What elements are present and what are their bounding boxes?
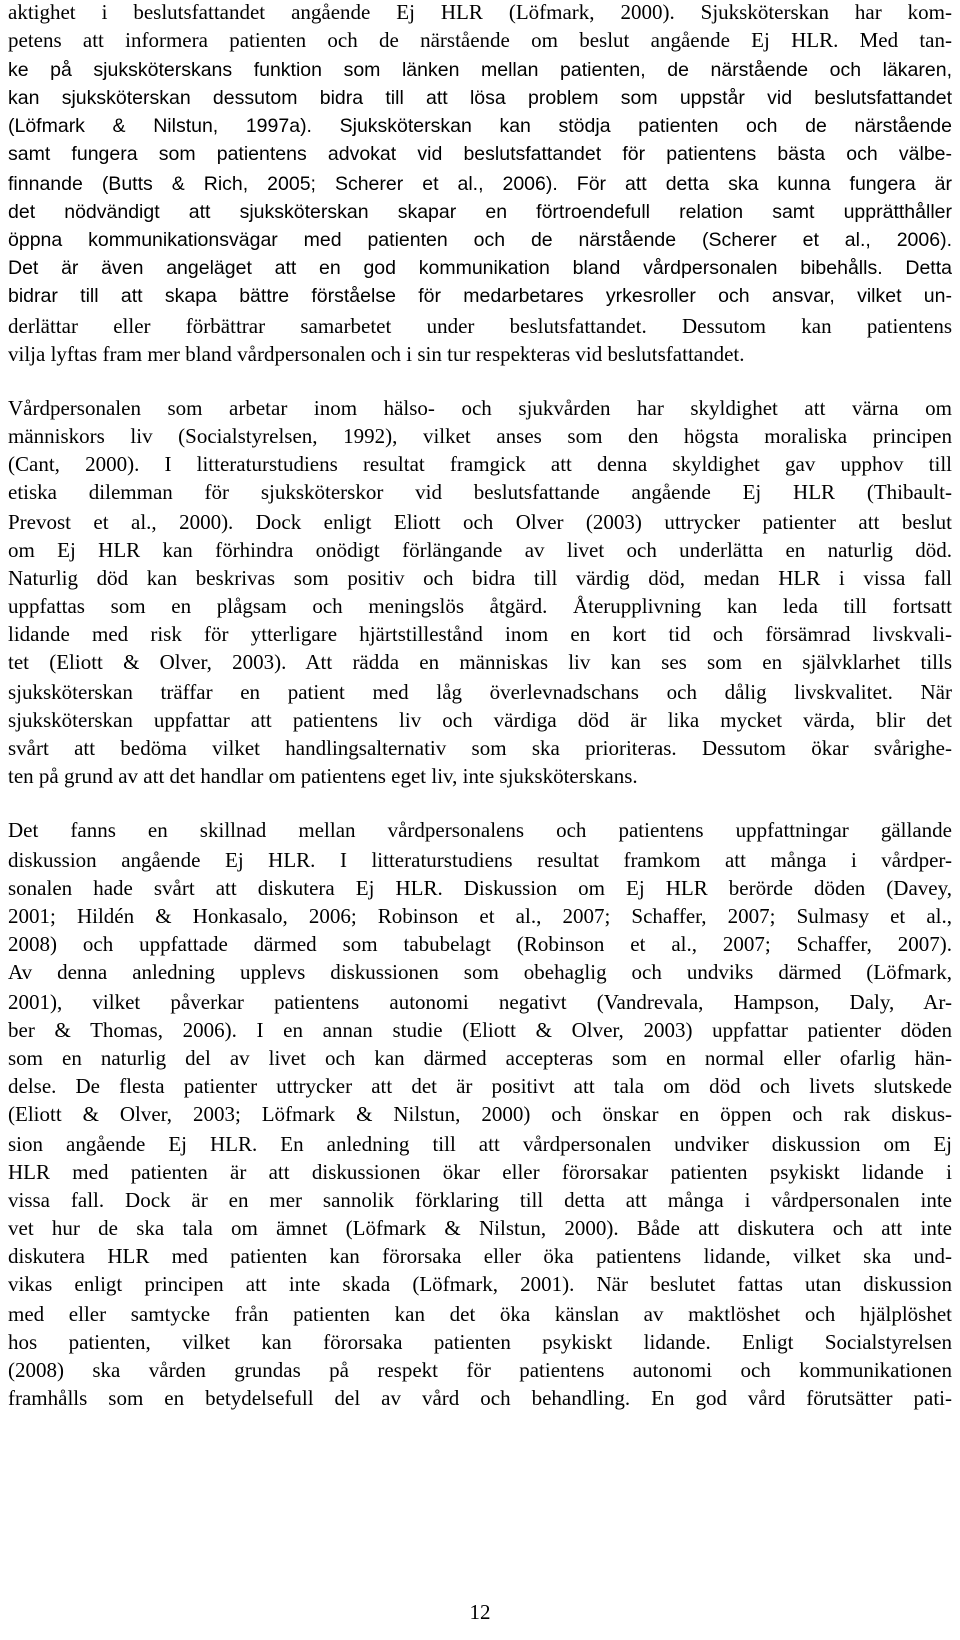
- text-line: framhålls som en betydelsefull del av vård och behandling. En god vård förutsätter pati-: [8, 1386, 952, 1410]
- text-line: sion angående Ej HLR. En anledning till att vårdpersonalen undviker diskussion om Ej: [8, 1132, 952, 1156]
- text-line: vilja lyftas fram mer bland vårdpersonalen och i sin tur respekteras vid beslutsfattandet.: [8, 342, 745, 366]
- text-line: (Cant, 2000). I litteraturstudiens resultat framgick att denna skyldighet gav upphov till: [8, 452, 952, 476]
- text-line: delse. De flesta patienter uttrycker att det är positivt att tala om död och livets slutskede: [8, 1074, 952, 1098]
- text-line: vissa fall. Dock är en mer sannolik förklaring till detta att många i vårdpersonalen inte: [8, 1188, 952, 1212]
- text-line: etiska dilemman för sjuksköterskor vid beslutsfattande angående Ej HLR (Thibault-: [8, 480, 952, 504]
- text-line: vikas enligt principen att inte skada (Löfmark, 2001). När beslutet fattas utan diskussion: [8, 1272, 952, 1296]
- text-line: bidrar till att skapa bättre förståelse för medarbetares yrkesroller och ansvar, vilket un-: [8, 285, 952, 307]
- text-line: uppfattas som en plågsam och meningslös åtgärd. Återupplivning kan leda till fortsatt: [8, 594, 952, 618]
- page-number: 12: [469, 1600, 491, 1624]
- text-line: petens att informera patienten och de närstående om beslut angående Ej HLR. Med tan-: [8, 28, 952, 52]
- text-line: med eller samtycke från patienten kan det öka känslan av maktlöshet och hjälplöshet: [8, 1302, 952, 1326]
- text-line: lidande med risk för ytterligare hjärtstillestånd inom en kort tid och försämrad livskvali-: [8, 622, 952, 646]
- text-line: 2001), vilket påverkar patientens autonomi negativt (Vandrevala, Hampson, Daly, Ar-: [8, 990, 952, 1014]
- text-line: HLR med patienten är att diskussionen ökar eller förorsakar patienten psykiskt lidande i: [8, 1160, 952, 1184]
- text-line: Det är även angeläget att en god kommunikation bland vårdpersonalen bibehålls. Detta: [8, 257, 952, 279]
- text-line: ke på sjuksköterskans funktion som länken mellan patienten, de närstående och läkaren,: [8, 59, 952, 81]
- text-line: Det fanns en skillnad mellan vårdpersonalens och patientens uppfattningar gällande: [8, 818, 952, 842]
- text-line: (Eliott & Olver, 2003; Löfmark & Nilstun, 2000) och önskar en öppen och rak diskus-: [8, 1102, 952, 1126]
- text-line: diskutera HLR med patienten kan förorsaka eller öka patientens lidande, vilket ska und-: [8, 1244, 952, 1268]
- text-line: öppna kommunikationsvägar med patienten och de närstående (Scherer et al., 2006).: [8, 229, 952, 251]
- text-line: vet hur de ska tala om ämnet (Löfmark & Nilstun, 2000). Både att diskutera och att inte: [8, 1216, 952, 1240]
- text-line: (2008) ska vården grundas på respekt för patientens autonomi och kommunikationen: [8, 1358, 952, 1382]
- text-line: hos patienten, vilket kan förorsaka patienten psykiskt lidande. Enligt Socialstyrelsen: [8, 1330, 952, 1354]
- text-line: derlättar eller förbättrar samarbetet under beslutsfattandet. Dessutom kan patientens: [8, 314, 952, 338]
- document-page: [8, 0, 952, 1640]
- text-line: sonalen hade svårt att diskutera Ej HLR. Diskussion om Ej HLR berörde döden (Davey,: [8, 876, 952, 900]
- text-line: som en naturlig del av livet och kan därmed accepteras som en normal eller ofarlig hän-: [8, 1046, 952, 1070]
- text-line: aktighet i beslutsfattandet angående Ej HLR (Löfmark, 2000). Sjuksköterskan har kom-: [8, 0, 952, 24]
- text-line: sjuksköterskan uppfattar att patientens liv och värdiga död är lika mycket värda, blir det: [8, 708, 952, 732]
- text-line: sjuksköterskan träffar en patient med låg överlevnadschans och dålig livskvalitet. När: [8, 680, 952, 704]
- text-line: samt fungera som patientens advokat vid beslutsfattandet för patientens bästa och välbe-: [8, 143, 952, 165]
- text-line: Naturlig död kan beskrivas som positiv och bidra till värdig död, medan HLR i vissa fall: [8, 566, 952, 590]
- text-line: Vårdpersonalen som arbetar inom hälso- och sjukvården har skyldighet att värna om: [8, 396, 952, 420]
- text-line: Prevost et al., 2000). Dock enligt Eliott och Olver (2003) uttrycker patienter att beslut: [8, 510, 952, 534]
- text-line: 2008) och uppfattade därmed som tabubelagt (Robinson et al., 2007; Schaffer, 2007).: [8, 932, 952, 956]
- text-line: ber & Thomas, 2006). I en annan studie (Eliott & Olver, 2003) uppfattar patienter döden: [8, 1018, 952, 1042]
- text-line: tet (Eliott & Olver, 2003). Att rädda en människas liv kan ses som en självklarhet tills: [8, 650, 952, 674]
- text-line: 2001; Hildén & Honkasalo, 2006; Robinson et al., 2007; Schaffer, 2007; Sulmasy et al.,: [8, 904, 952, 928]
- text-line: kan sjuksköterskan dessutom bidra till att lösa problem som uppstår vid beslutsfattandet: [8, 87, 952, 109]
- text-line: människors liv (Socialstyrelsen, 1992), vilket anses som den högsta moraliska principen: [8, 424, 952, 448]
- text-line: om Ej HLR kan förhindra onödigt förlängande av livet och underlätta en naturlig död.: [8, 538, 952, 562]
- text-line: svårt att bedöma vilket handlingsalternativ som ska prioriteras. Dessutom ökar svårighe-: [8, 736, 952, 760]
- text-line: Av denna anledning upplevs diskussionen som obehaglig och undviks därmed (Löfmark,: [8, 960, 952, 984]
- text-line: finnande (Butts & Rich, 2005; Scherer et al., 2006). För att detta ska kunna fungera är: [8, 173, 952, 195]
- text-line: det nödvändigt att sjuksköterskan skapar en förtroendefull relation samt upprätthåller: [8, 201, 952, 223]
- text-line: (Löfmark & Nilstun, 1997a). Sjuksköterskan kan stödja patienten och de närstående: [8, 115, 952, 137]
- text-line: diskussion angående Ej HLR. I litteraturstudiens resultat framkom att många i vårdper-: [8, 848, 952, 872]
- text-line: ten på grund av att det handlar om patientens eget liv, inte sjuksköterskans.: [8, 764, 638, 788]
